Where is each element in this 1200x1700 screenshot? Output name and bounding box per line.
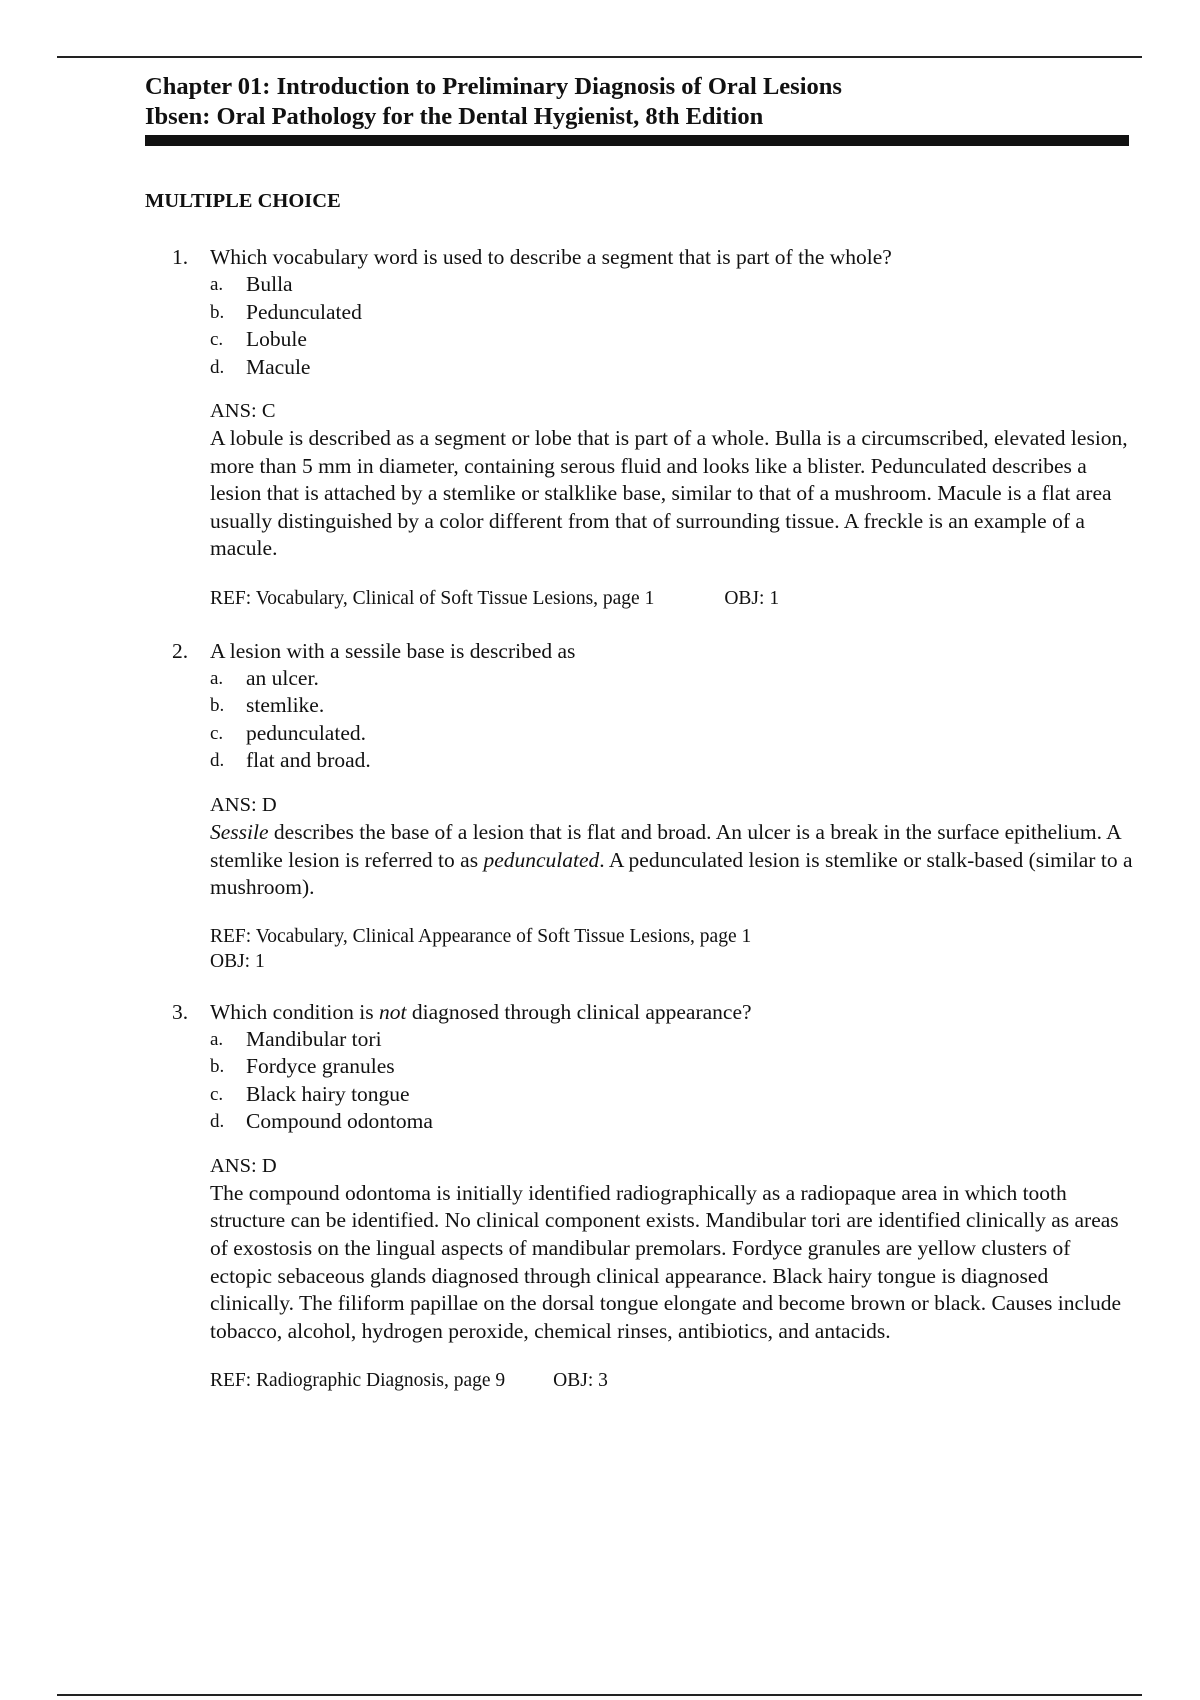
rationale-text: . A pedunculated lesion is stemlike or stalk-based (similar to a mushroom). xyxy=(210,847,1133,900)
option-letter: c. xyxy=(210,329,224,350)
reference-line xyxy=(210,585,1145,612)
option-letter: c. xyxy=(210,722,224,744)
option-c xyxy=(210,720,1145,748)
option-letter: a. xyxy=(210,1028,224,1050)
option-text: Macule xyxy=(246,354,311,379)
option-text: Black hairy tongue xyxy=(246,1081,410,1106)
option-d xyxy=(210,747,1145,775)
option-a xyxy=(210,665,1145,693)
book-title: Ibsen: Oral Pathology for the Dental Hygienist, 8th Edition xyxy=(145,103,764,130)
stem-emphasis: not xyxy=(379,999,407,1024)
question-stem: Which vocabulary word is used to describe a segment that is part of the whole? xyxy=(210,245,892,269)
option-a xyxy=(210,1026,1145,1054)
rationale-term: Sessile xyxy=(210,819,269,844)
option-text: Lobule xyxy=(246,327,307,351)
option-list xyxy=(210,665,1145,775)
answer-key: ANS: C xyxy=(210,400,276,422)
objective: OBJ: 1 xyxy=(724,587,780,609)
answer-key: ANS: D xyxy=(210,1154,277,1177)
option-letter: d. xyxy=(210,1111,225,1133)
bottom-rule xyxy=(57,1694,1142,1696)
rationale xyxy=(210,819,1135,902)
option-letter: d. xyxy=(210,750,225,772)
objective: OBJ: 3 xyxy=(553,1370,608,1392)
option-letter: b. xyxy=(210,695,225,717)
answer-key: ANS: D xyxy=(210,793,277,816)
question-stem xyxy=(210,998,1145,1026)
question-number: 2. xyxy=(172,638,189,663)
header-divider-bar xyxy=(145,135,1129,146)
option-text: flat and broad. xyxy=(246,748,371,773)
document-body xyxy=(145,72,1145,1394)
reference-line xyxy=(210,924,1145,974)
reference: REF: Vocabulary, Clinical of Soft Tissue Lesions, page 1 xyxy=(210,587,655,609)
section-title: MULTIPLE CHOICE xyxy=(145,190,341,212)
question-number: 1. xyxy=(172,245,189,269)
option-letter: a. xyxy=(210,274,224,295)
question-2 xyxy=(145,637,1145,974)
option-b xyxy=(210,1053,1145,1081)
option-b xyxy=(210,692,1145,720)
question-1 xyxy=(145,243,1145,612)
stem-text: diagnosed through clinical appearance? xyxy=(406,999,752,1024)
option-list xyxy=(210,1026,1145,1136)
option-text: Mandibular tori xyxy=(246,1026,382,1051)
top-rule xyxy=(57,56,1142,58)
rationale: The compound odontoma is initially identified radiographically as a radiopaque area in which tooth structure can be identified. No clinical component exists. Mandibular tori are identified clinically as areas of exostosis on the lingual aspects of mandibular premolars. Fordyce granules are yellow clusters of ectopic sebaceous glands diagnosed through clinical appearance. Black hairy tongue is diagnosed clinically. The filiform papillae on the dorsal tongue elongate and become brown or black. Causes include tobacco, alcohol, hydrogen peroxide, chemical rinses, antibiotics, and antacids. xyxy=(210,1180,1122,1343)
option-text: pedunculated. xyxy=(246,720,366,745)
objective: OBJ: 1 xyxy=(210,950,265,972)
question-3 xyxy=(145,998,1145,1395)
question-number: 3. xyxy=(172,999,189,1024)
option-c xyxy=(210,326,1145,354)
reference-line xyxy=(210,1367,1145,1394)
option-text: Pedunculated xyxy=(246,299,362,324)
rationale-text: describes the base of a lesion that is flat and broad. An ulcer is a break in the surface epithelium. A stemlike lesion is referred to as xyxy=(210,819,1121,872)
chapter-title: Chapter 01: Introduction to Preliminary Diagnosis of Oral Lesions xyxy=(145,73,842,100)
option-d xyxy=(210,354,1145,382)
option-d xyxy=(210,1108,1145,1136)
option-letter: c. xyxy=(210,1083,224,1105)
option-text: Fordyce granules xyxy=(246,1054,395,1079)
chapter-header xyxy=(145,72,1145,146)
rationale: A lobule is described as a segment or lobe that is part of a whole. Bulla is a circumscribed, elevated lesion, more than 5 mm in diameter, containing serous fluid and looks like a blister. Pedunculated describes a lesion that is attached by a stemlike or stalklike base, similar to that of a mushroom. Macule is a flat area usually distinguished by a color different from that of surrounding tissue. A freckle is an example of a macule. xyxy=(210,426,1128,561)
option-list xyxy=(210,271,1145,381)
option-c xyxy=(210,1081,1145,1109)
stem-text: Which condition is xyxy=(210,999,379,1024)
option-letter: d. xyxy=(210,356,225,378)
option-text: stemlike. xyxy=(246,693,325,718)
option-text: Compound odontoma xyxy=(246,1109,433,1134)
option-letter: b. xyxy=(210,1056,225,1078)
reference: REF: Vocabulary, Clinical Appearance of Soft Tissue Lesions, page 1 xyxy=(210,925,752,947)
question-stem: A lesion with a sessile base is described as xyxy=(210,638,576,663)
option-letter: b. xyxy=(210,301,225,323)
option-text: Bulla xyxy=(246,272,293,296)
option-a xyxy=(210,271,1145,299)
option-text: an ulcer. xyxy=(246,665,319,690)
reference: REF: Radiographic Diagnosis, page 9 xyxy=(210,1370,506,1392)
rationale-term: pedunculated xyxy=(483,847,600,872)
option-b xyxy=(210,299,1145,327)
option-letter: a. xyxy=(210,667,224,689)
